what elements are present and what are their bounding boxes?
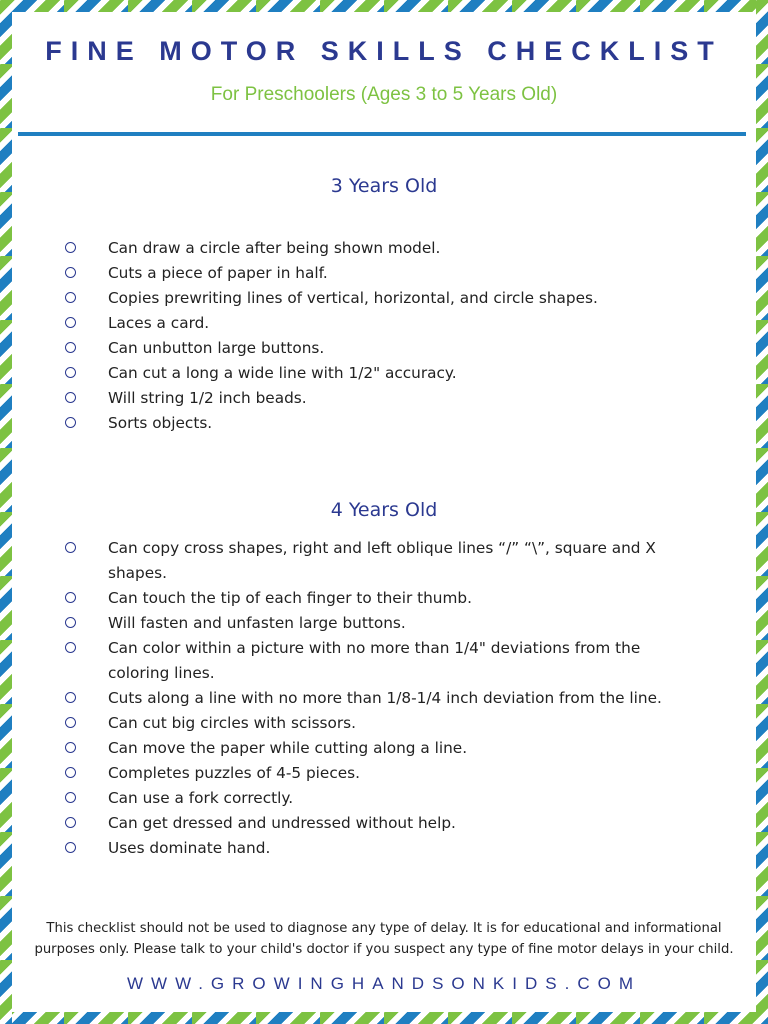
checklist-item xyxy=(12,261,756,286)
checkbox-circle[interactable] xyxy=(65,692,76,703)
section-heading-4-years: 4 Years Old xyxy=(330,499,438,521)
checklist-item xyxy=(12,611,756,636)
checklist-item xyxy=(12,411,756,436)
item-text: Uses dominate hand. xyxy=(108,839,271,857)
checklist-3-years xyxy=(12,236,756,436)
checklist-item xyxy=(12,711,756,736)
item-text: Will fasten and unfasten large buttons. xyxy=(108,614,406,632)
item-text: Copies prewriting lines of vertical, horizontal, and circle shapes. xyxy=(108,289,598,307)
striped-border-bottom xyxy=(0,1012,768,1024)
checklist-item xyxy=(12,686,756,711)
item-text: Can copy cross shapes, right and left oblique lines “/” “\”, square and X shapes. xyxy=(108,539,656,582)
checkbox-circle[interactable] xyxy=(65,717,76,728)
checkbox-circle[interactable] xyxy=(65,392,76,403)
checkbox-circle[interactable] xyxy=(65,542,76,553)
striped-border-right xyxy=(756,0,768,1024)
item-text: Can cut big circles with scissors. xyxy=(108,714,356,732)
striped-border-left xyxy=(0,0,12,1024)
website-url: WWW.GROWINGHANDSONKIDS.COM xyxy=(127,974,641,993)
checkbox-circle[interactable] xyxy=(65,242,76,253)
item-text: Can get dressed and undressed without help. xyxy=(108,814,456,832)
checkbox-circle[interactable] xyxy=(65,592,76,603)
checklist-item xyxy=(12,636,756,686)
checklist-item xyxy=(12,386,756,411)
checklist-item xyxy=(12,761,756,786)
page-subtitle: For Preschoolers (Ages 3 to 5 Years Old) xyxy=(210,84,558,105)
disclaimer-text: This checklist should not be used to diagnose any type of delay. It is for educational and informational purposes only. Please talk to your child's doctor if you suspect any type of fine motor delays in your child. xyxy=(34,921,734,957)
checklist-item xyxy=(12,336,756,361)
checklist-item xyxy=(12,736,756,761)
checklist-item xyxy=(12,811,756,836)
checkbox-circle[interactable] xyxy=(65,817,76,828)
item-text: Will string 1/2 inch beads. xyxy=(108,389,307,407)
checklist-item xyxy=(12,361,756,386)
item-text: Cuts a piece of paper in half. xyxy=(108,264,328,282)
checkbox-circle[interactable] xyxy=(65,767,76,778)
item-text: Can draw a circle after being shown model. xyxy=(108,239,441,257)
item-text: Can use a fork correctly. xyxy=(108,789,294,807)
checklist-item xyxy=(12,536,756,586)
item-text: Can move the paper while cutting along a line. xyxy=(108,739,468,757)
checkbox-circle[interactable] xyxy=(65,367,76,378)
item-text: Cuts along a line with no more than 1/8-1/4 inch deviation from the line. xyxy=(108,689,662,707)
item-text: Can cut a long a wide line with 1/2" accuracy. xyxy=(108,364,457,382)
checkbox-circle[interactable] xyxy=(65,842,76,853)
checklist-item xyxy=(12,286,756,311)
checklist-item xyxy=(12,786,756,811)
checkbox-circle[interactable] xyxy=(65,267,76,278)
item-text: Can unbutton large buttons. xyxy=(108,339,325,357)
checklist-4-years xyxy=(12,536,756,861)
checklist-item xyxy=(12,586,756,611)
item-text: Completes puzzles of 4-5 pieces. xyxy=(108,764,360,782)
item-text: Can touch the tip of each finger to their thumb. xyxy=(108,589,472,607)
page-title: FINE MOTOR SKILLS CHECKLIST xyxy=(45,36,723,66)
checklist-content xyxy=(12,12,756,1012)
section-heading-3-years: 3 Years Old xyxy=(330,175,438,197)
checkbox-circle[interactable] xyxy=(65,292,76,303)
item-text: Laces a card. xyxy=(108,314,210,332)
checklist-item xyxy=(12,311,756,336)
checkbox-circle[interactable] xyxy=(65,342,76,353)
item-text: Sorts objects. xyxy=(108,414,213,432)
striped-border-top xyxy=(0,0,768,12)
checklist-item xyxy=(12,236,756,261)
header-divider xyxy=(18,132,746,136)
checkbox-circle[interactable] xyxy=(65,792,76,803)
checkbox-circle[interactable] xyxy=(65,642,76,653)
checkbox-circle[interactable] xyxy=(65,317,76,328)
checkbox-circle[interactable] xyxy=(65,742,76,753)
checkbox-circle[interactable] xyxy=(65,417,76,428)
item-text: Can color within a picture with no more than 1/4" deviations from the coloring lines. xyxy=(108,639,641,682)
checklist-item xyxy=(12,836,756,861)
checkbox-circle[interactable] xyxy=(65,617,76,628)
